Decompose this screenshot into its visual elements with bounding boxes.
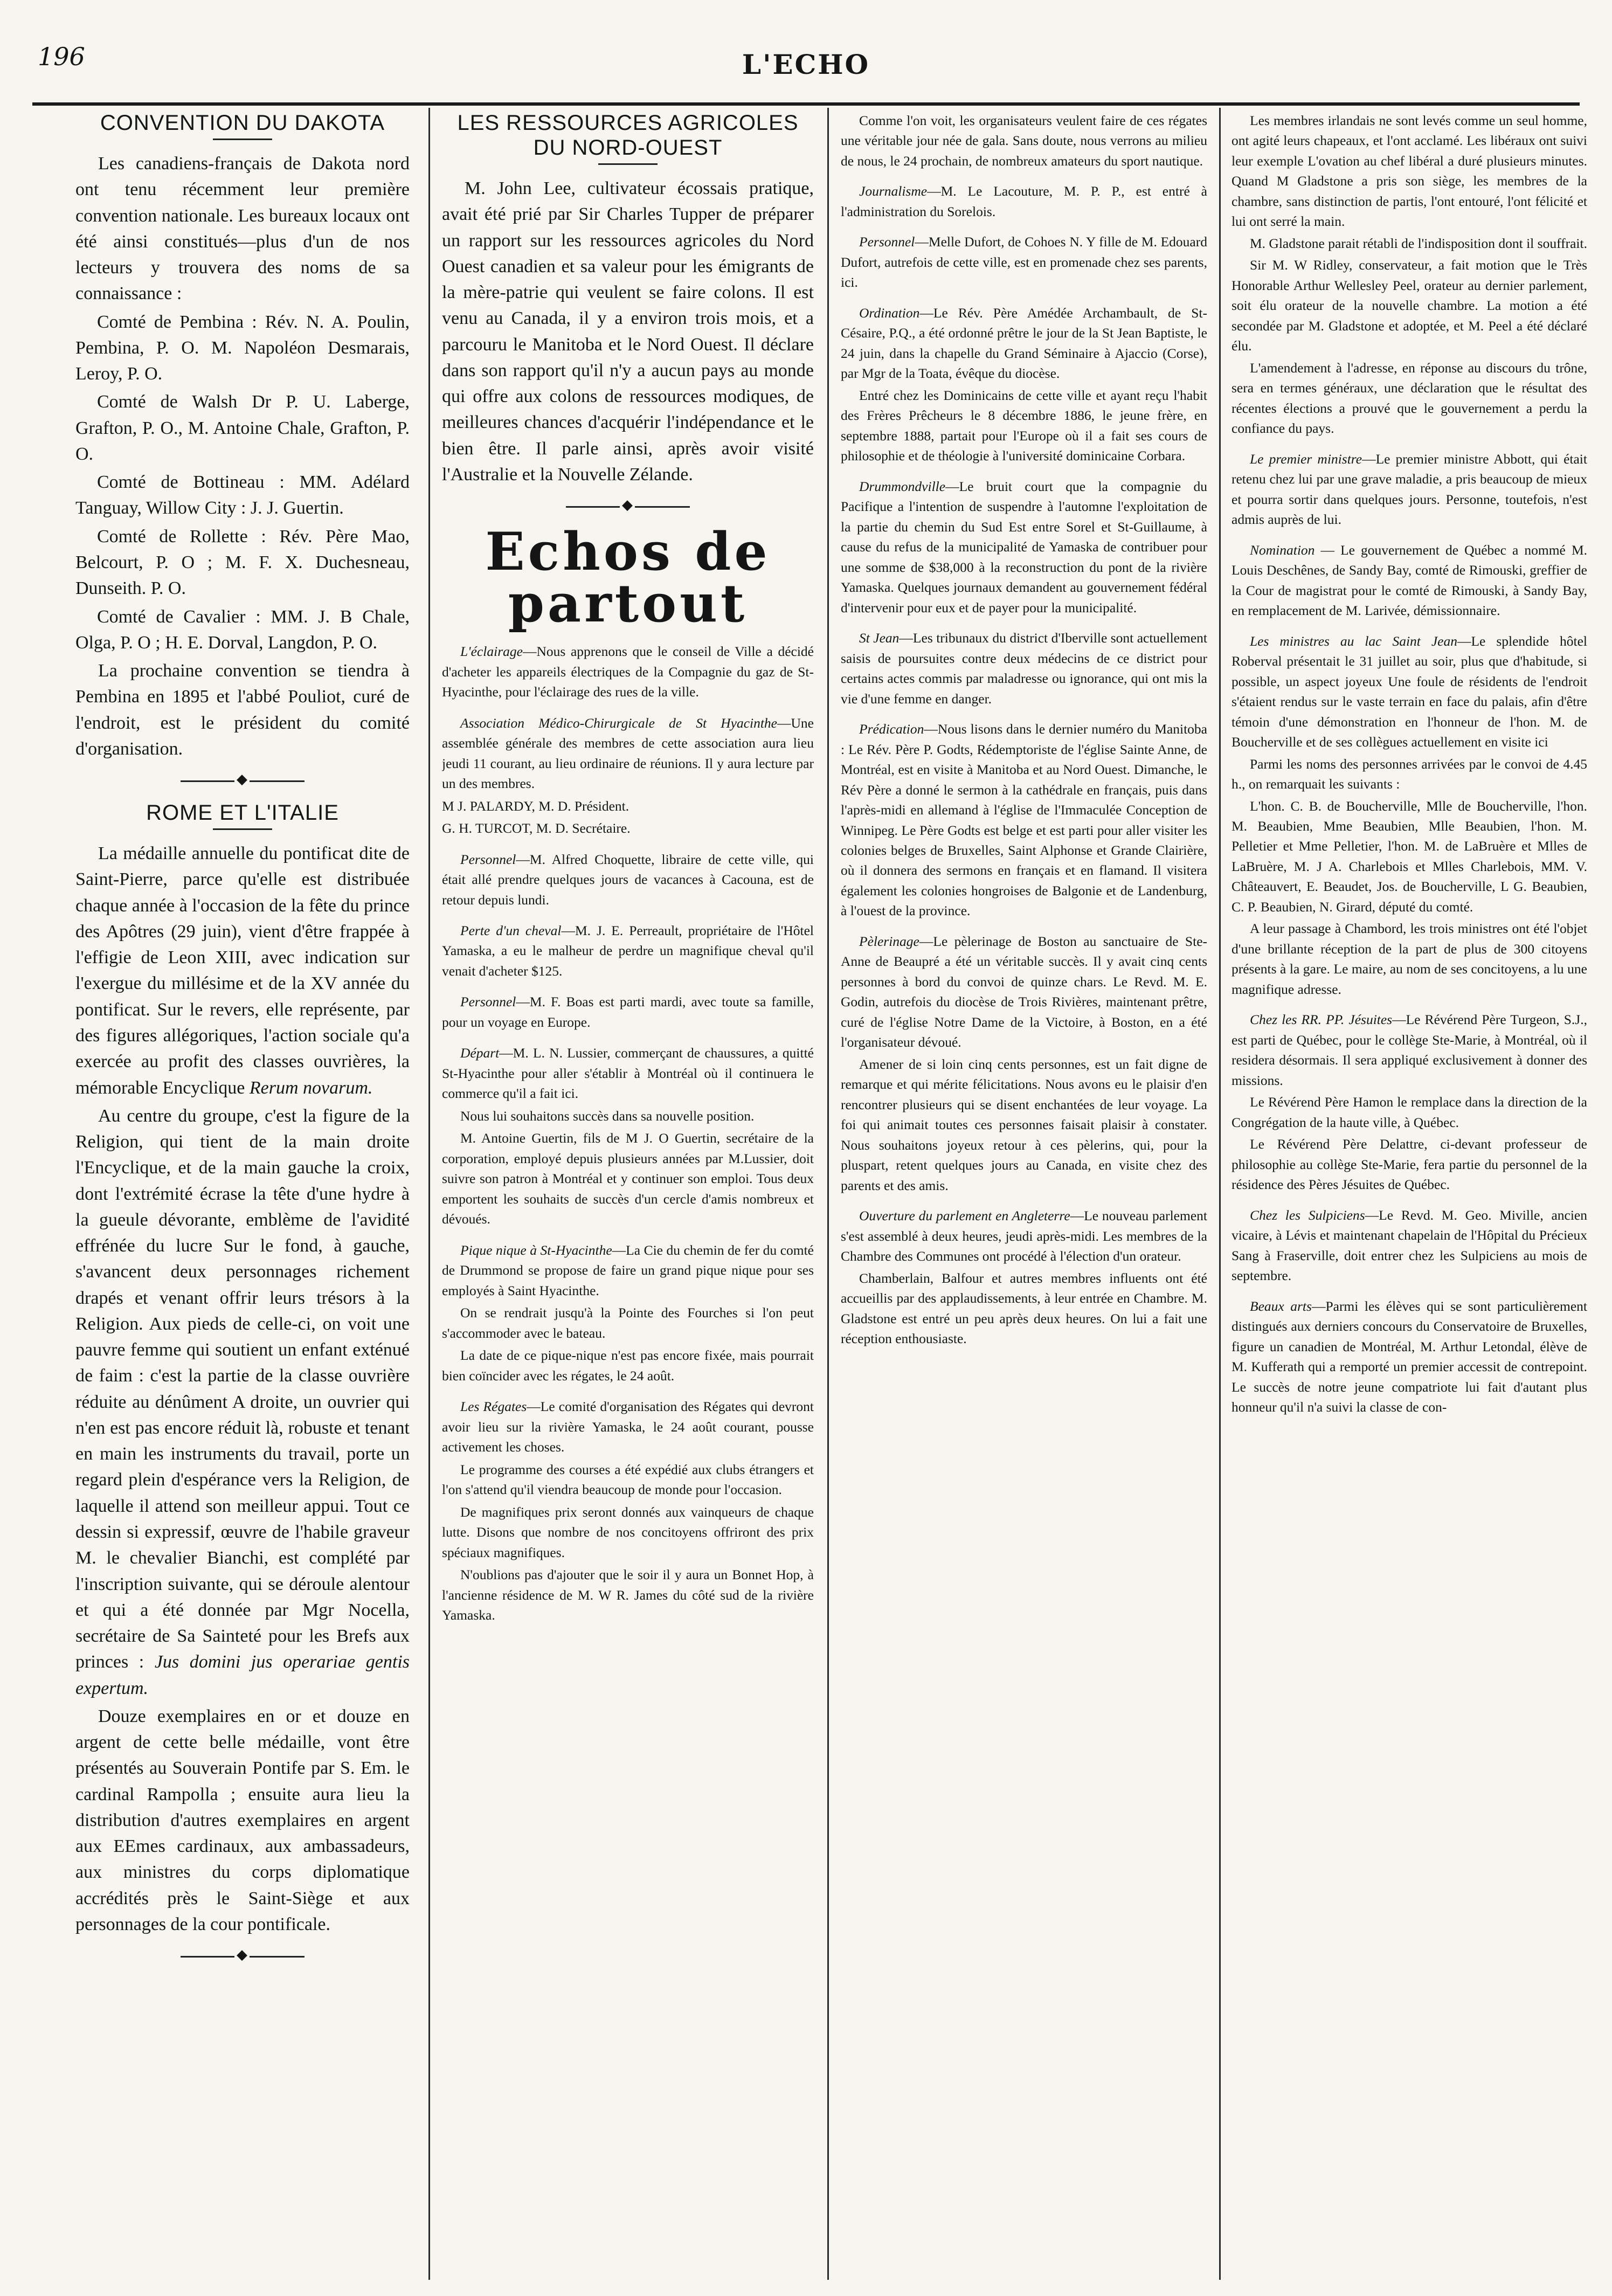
news-item-lead: Journalisme <box>859 183 928 199</box>
news-item-text: —Le Rév. Père Amédée Archambault, de St-Césaire, P.Q., a été ordonné prêtre le jour de la St Jean Baptiste, le 24 juin, dans la chapelle du Grand Séminaire à Ajaccio (Corse), par Mgr de la Toata, évêque du diocèse. <box>841 305 1207 382</box>
news-item: L'amendement à l'adresse, en réponse au discours du trône, sera en termes généraux, une déclaration que le résultat des récentes élections a prouvé que le gouvernement a perdu la confiance du pays. <box>1232 359 1587 437</box>
news-item <box>1232 449 1587 530</box>
news-item-lead: Perte d'un cheval <box>460 923 562 938</box>
news-item-text: —Parmi les élèves qui se sont particulièrement distingués aux derniers concours du Conservatoire de Bruxelles, figure un canadien de Montréal, M. Arthur Letondal, élève de M. Kufferath qui a remporté un premier accessit de contrepoint. Le succès de notre jeune compatriote lui fait d'autant plus honneur qu'il n'a suivi la classe de con- <box>1232 1298 1587 1415</box>
news-item-lead: St Jean <box>859 630 900 646</box>
article-convention-dakota <box>75 110 410 762</box>
news-item-text: —Une assemblée générale des membres de cette association aura lieu jeudi 11 courant, au lieu ordinaire de réunions. Il y aura lecture par un des membres. <box>442 715 814 792</box>
news-item-text: —M. L. N. Lussier, commerçant de chaussures, a quitté St-Hyacinthe pour aller s'établir à Montréal où il continuera le commerce qu'il a fait ici. <box>442 1045 814 1102</box>
news-item: L'hon. C. B. de Boucherville, Mlle de Boucherville, l'hon. M. Beaubien, Mme Beaubien, Mlle Beaubien, l'hon. M. Pelletier et Mme Pelletier, l'hon. M. de LaBruère et Mlles de LaBruère, M. J A. Charlebois et Mlles Charlebois, MM. V. Châteauvert, E. Beaudet, Jos. de Boucherville, L G. Beaubien, C. P. Beaubien, N. Girard, député du comté. <box>1232 798 1587 915</box>
news-item <box>841 181 1207 222</box>
news-item: De magnifiques prix seront donnés aux vainqueurs de chaque lutte. Disons que nombre de nos concitoyens offriront des prix spéciaux magnifiques. <box>442 1504 814 1560</box>
news-item-lead: Personnel <box>859 234 915 250</box>
journal-title: L'ECHO <box>742 49 870 80</box>
column-3 <box>841 110 1207 2274</box>
news-item-text: —Le comité d'organisation des Régates qui devront avoir lieu sur la rivière Yamaska, le 24 août courant, pousse activement les choses. <box>442 1399 814 1455</box>
news-item <box>1232 1296 1587 1417</box>
news-item-lead: Les Régates <box>460 1399 527 1415</box>
news-item-lead: Personnel <box>460 851 516 867</box>
news-item <box>841 476 1207 618</box>
news-item-lead: Nomination <box>1250 542 1315 558</box>
news-item-text: —Les tribunaux du district d'Iberville sont actuellement saisis de poursuites contre deux médecins de ce district pour certains actes commis par maladresse ou ignorance, qui ont mis la vie d'une femme en danger. <box>841 630 1207 707</box>
news-item-text: —Le nouveau parlement s'est assemblé à deux heures, jeudi après-midi. Les membres de la Chambre des Communes ont procédé à l'élection d'un orateur. <box>841 1208 1207 1264</box>
news-item: On se rendrait jusqu'à la Pointe des Fourches si l'on peut s'accommoder avec le bateau. <box>442 1305 814 1341</box>
news-item: La date de ce pique-nique n'est pas encore fixée, mais pourrait bien coïncider avec les régates, le 24 août. <box>442 1347 814 1384</box>
news-item: Nous lui souhaitons succès dans sa nouvelle position. <box>460 1108 755 1124</box>
news-item <box>841 1206 1207 1266</box>
news-item-lead: Personnel <box>460 994 516 1010</box>
column-divider <box>428 108 430 2280</box>
paragraph: Comté de Bottineau : MM. Adélard Tanguay, Willow City : J. J. Guertin. <box>75 472 410 518</box>
section-ornament <box>566 506 690 508</box>
section-ornament <box>181 780 305 782</box>
news-item-text: —M. Alfred Choquette, libraire de cette ville, qui était allé prendre quelques jours de vacances à Cacouna, est de retour depuis lundi. <box>442 851 814 908</box>
column-4 <box>1232 110 1587 2274</box>
column-divider <box>827 108 829 2280</box>
news-item-lead: Association Médico-Chirurgicale de St Hyacinthe <box>460 715 778 731</box>
paragraph: Les canadiens-français de Dakota nord ont tenu récemment leur première convention nationale. Les bureaux locaux ont été ainsi constitués—plus d'un de nos lecteurs y trouvera des noms de sa connaissance : <box>75 154 410 304</box>
italic-text: Rerum novarum. <box>249 1077 373 1098</box>
title-rule <box>213 139 272 140</box>
news-item-text: — Le gouvernement de Québec a nommé M. Louis Deschênes, de Sandy Bay, comté de Rimouski, greffier de la Cour de magistrat pour le comté de Rimouski, à Sandy Bay, en remplacement de M. Larivée, démissionnaire. <box>1232 542 1587 619</box>
title-rule <box>213 828 272 830</box>
news-item-lead: Départ <box>460 1045 500 1061</box>
signature: G. H. TURCOT, M. D. Secrétaire. <box>442 820 631 836</box>
news-item <box>442 992 814 1032</box>
news-item-lead: Pèlerinage <box>859 933 919 949</box>
section-ornament <box>181 1956 305 1958</box>
news-item <box>442 921 814 981</box>
news-item: A leur passage à Chambord, les trois ministres ont été l'objet d'une brillante réception de la part de plus de 300 citoyens présents à la gare. Le maire, au nom de ses concitoyens, a lu une magnifique adresse. <box>1232 921 1587 997</box>
news-item-text: —M. Le Lacouture, M. P. P., est entré à l'administration du Sorelois. <box>841 183 1207 219</box>
news-item-text: —Le bruit court que la compagnie du Pacifique a l'intention de suspendre à l'automne l'exploitation de la partie du chemin du Sud Est entre Sorel et St-Guillaume, à cause du refus de la municipalité de Yamaska de contribuer pour une somme de $38,000 à la reconstruction du pont de la rivière Yamaska. Quelques journaux demandent au gouvernement fédéral d'intervenir pour eux et de payer pour la municipalité. <box>841 478 1207 616</box>
header-rule <box>32 102 1580 106</box>
news-item-text: —M. J. E. Perreault, propriétaire de l'Hôtel Yamaska, a eu le malheur de perdre un magnifique cheval qu'il venait d'acheter $125. <box>442 923 814 979</box>
news-item-lead: Drummondville <box>859 478 946 494</box>
text: La médaille annuelle du pontificat dite de Saint-Pierre, parce qu'elle est distribuée chaque année à l'occasion de la fête du prince des Apôtres (29 juin), vient d'être frappée à l'effigie de Leon XIII, avec indication sur l'exergue du millésime et de la XV année du pontificat. Sur le revers, elle représente, par des figures allégoriques, l'action sociale qu'a exercée au profit des classes ouvrières, la mémorable Encyclique <box>75 843 410 1098</box>
news-item-lead: Pique nique à St-Hyacinthe <box>460 1242 612 1258</box>
news-item-text: —La Cie du chemin de fer du comté de Drummond se propose de faire un grand pique nique pour ses employés à Saint Hyacinthe. <box>442 1242 814 1298</box>
news-item: M. Antoine Guertin, fils de M J. O Guertin, secrétaire de la corporation, employé depuis plusieurs années par M.Lussier, doit suivre son patron à Montréal et y continuer son emploi. Tous deux emportent les souhaits de succès d'un cercle d'amis nombreux et dévoués. <box>442 1130 814 1227</box>
news-item <box>1232 1009 1587 1090</box>
news-item <box>841 628 1207 709</box>
news-item: Le programme des courses a été expédié aux clubs étrangers et l'on s'attend qu'il viendra beaucoup de monde pour l'occasion. <box>442 1461 814 1498</box>
article-title: LES RESSOURCES AGRICOLES DU NORD-OUEST <box>457 111 799 160</box>
news-item <box>1232 631 1587 752</box>
article-title: CONVENTION DU DAKOTA <box>100 111 385 135</box>
paragraph <box>75 841 410 1101</box>
news-item: Amener de si loin cinq cents personnes, est un fait digne de remarque et qui mérite félicitations. Nous avons eu le plaisir d'en rencontrer plusieurs qui se disent enchantées de leur voyage. La foi qui animait toutes ces personnes faisait plaisir à constater. Nous souhaitons joyeux retour à ces pèlerins, qui, pour la pluspart, retent quelques jours au Canada, en visite chez des parents et des amis. <box>841 1056 1207 1193</box>
news-item <box>442 1396 814 1457</box>
column-1 <box>75 110 410 2274</box>
news-item: Le Révérend Père Delattre, ci-devant professeur de philosophie au collège Ste-Marie, fera partie du personnel de la résidence des Pères Jésuites de Québec. <box>1232 1136 1587 1193</box>
news-item-lead: Beaux arts <box>1250 1298 1312 1314</box>
news-item-lead: Chez les Sulpiciens <box>1250 1207 1365 1223</box>
news-item-lead: Les ministres au lac Saint Jean <box>1250 633 1457 649</box>
page-header <box>32 32 1580 102</box>
news-item: Sir M. W Ridley, conservateur, a fait motion que le Très Honorable Arthur Wellesley Peel, orateur au dernier parlement, soit élu orateur de la nouvelle chambre. La motion a été secondée par M. Gladstone et adoptée, et M. Peel a été déclaré élu. <box>1232 257 1587 354</box>
news-item <box>1232 1205 1587 1286</box>
paragraph: Douze exemplaires en or et douze en argent de cette belle médaille, vont être présentés au Souverain Pontife par S. Em. le cardinal Rampolla ; ensuite aura lieu la distribution d'autres exemplaires en argent aux EEmes cardinaux, aux ambassadeurs, aux ministres du corps diplomatique accrédités près le Saint-Siège et aux personnages de la cour pontificale. <box>75 1706 410 1934</box>
news-item: Les membres irlandais ne sont levés comme un seul homme, ont agité leurs chapeaux, et l'ont acclamé. Les libéraux ont suivi leur exemple L'ovation au chef libéral a duré plusieurs minutes. Quand M Gladstone a pris son siège, les membres de la chambre, sans distinction de partis, l'ont entouré, l'ont félicité et lui ont serré la main. <box>1232 113 1587 230</box>
news-item: Le Révérend Père Hamon le remplace dans la direction de la Congrégation de la haute ville, à Québec. <box>1232 1094 1587 1130</box>
news-item <box>442 1043 814 1103</box>
article-ressources-agricoles <box>442 110 814 488</box>
news-item-lead: Prédication <box>859 721 924 737</box>
article-rome-italie <box>75 800 410 1938</box>
news-item <box>841 303 1207 384</box>
news-item <box>442 1240 814 1301</box>
news-item-text: —Le premier ministre Abbott, qui était retenu chez lui par une grave maladie, a pris beaucoup de mieux et pourra sortir dans quelques jours. Personne, toutefois, n'est admis auprès de lui. <box>1232 451 1587 528</box>
column-divider <box>1219 108 1221 2280</box>
news-item: M. Gladstone parait rétabli de l'indisposition dont il souffrait. <box>1250 235 1587 251</box>
news-item <box>841 719 1207 921</box>
article-title: ROME ET L'ITALIE <box>146 801 339 825</box>
title-rule <box>598 163 658 165</box>
news-item <box>442 713 814 794</box>
page-number: 196 <box>38 42 85 71</box>
news-item: Parmi les noms des personnes arrivées par le convoi de 4.45 h., on remarquait les suivants : <box>1232 756 1587 792</box>
paragraph <box>75 1103 410 1702</box>
paragraph: Comté de Rollette : Rév. Père Mao, Belcourt, P. O ; M. F. X. Duchesneau, Dunseith. P. O. <box>75 526 410 599</box>
news-item: Comme l'on voit, les organisateurs veulent faire de ces régates une véritable jour née de gala. Sans doute, nous verrons au milieu de nous, le 24 prochain, de nombreux amateurs du sport nautique. <box>841 113 1207 169</box>
news-item-text: —Nous lisons dans le dernier numéro du Manitoba : Le Rév. Père P. Godts, Rédemptoriste de l'église Sainte Anne, de Montréal, est en visite à Manitoba et au Nord Ouest. Dimanche, le Rév Père a donné le sermon à la cathédrale en français, puis dans l'après-midi en allemand à l'église de l'Immaculée Conception de Winnipeg. Le Père Godts est belge et est parti pour aller visiter les colonies belges de Bruxelles, Saint Alphonse et Grande Clairière, où il donnera des sermons en français et en flamand. Il visitera également les colonies hongroises de Balgonie et de Landenburg, à l'ouest de la province. <box>841 721 1207 919</box>
text: Au centre du groupe, c'est la figure de la Religion, qui tient de la main droite l'Encyclique, et de la main gauche la croix, dont l'extrémité écrase la tête d'une hydre à la gueule dévorante, emblème de l'avidité effrénée du lucre Sur le fond, à gauche, s'avancent deux personnages richement drapés et venant offrir leurs trésors à la Religion. Aux pieds de celle-ci, on voit une pauvre femme qui soutient un enfant exténué de faim : c'est la partie de la classe ouvrière réduite au dénûment A droite, un ouvrier qui n'en est pas encore réduit là, robuste et tenant en main les instruments du travail, porte un regard plein d'espérance vers la Religion, de laquelle il attend son meilleur appui. Tout ce dessin si expressif, œuvre de l'habile graveur M. le chevalier Bianchi, est complété par l'inscription suivante, qui se déroule alentour et qui a été donnée par Mgr Nocella, secrétaire de Sa Sainteté pour les Brefs aux princes : <box>75 1105 410 1672</box>
news-item-text: —Le pèlerinage de Boston au sanctuaire de Ste- Anne de Beaupré a été un véritable succès. Il y avait cinq cents personnes à bord du convoi de quinze chars. Le Revd. M. E. Godin, autrefois du diocèse de Trois Rivières, maintenant prêtre, curé de l'église Notre Dame de la Victoire, à Boston, en a été l'organisateur dévoué. <box>841 933 1207 1050</box>
news-item <box>841 232 1207 292</box>
column-2 <box>442 110 814 2274</box>
news-item-text: —Le Revd. M. Geo. Miville, ancien vicaire, à Lévis et maintenant chapelain de l'Hôpital du Précieux Sang à Fraserville, doit entrer chez les Sulpiciens au mois de septembre. <box>1232 1207 1587 1284</box>
news-item-text: —Melle Dufort, de Cohoes N. Y fille de M. Edouard Dufort, autrefois de cette ville, est en promenade chez ses parents, ici. <box>841 234 1207 291</box>
news-item-lead: Le premier ministre <box>1250 451 1362 467</box>
news-item-text: —Le splendide hôtel Roberval présentait le 31 juillet au soir, plus que d'habitude, si possible, un aspect joyeux Une foule de résidents de l'endroit s'étaient rendus sur le vaste terrain en face du palais, afin d'être témoin d'une démonstration en l'honneur de l'hon. M. de Boucherville et de ses collègues actuellement en visite ici <box>1232 633 1587 750</box>
news-item: Chamberlain, Balfour et autres membres influents ont été accueillis par des applaudissements, à leur entrée en Chambre. M. Gladstone est entré un peu après deux heures. On lui a fait une réception enthousiaste. <box>841 1270 1207 1347</box>
paragraph: La prochaine convention se tiendra à Pembina en 1895 et l'abbé Pouliot, curé de l'endroit, est le président du comité d'organisation. <box>75 661 410 759</box>
paragraph: M. John Lee, cultivateur écossais pratique, avait été prié par Sir Charles Tupper de préparer un rapport sur les ressources agricoles du Nord Ouest canadien et sa valeur pour les émigrants de la mère-patrie qui veulent se faire colons. Il est venu au Canada, il y a environ trois mois, et a parcouru le Manitoba et le Nord Ouest. Il déclare dans son rapport qu'il n'y a aucun pays au monde qui offre aux colons de ressources modiques, de meilleures chances d'acquérir l'indépendance et le bien être. Il parle ainsi, après avoir visité l'Australie et la Nouvelle Zélande. <box>442 178 814 485</box>
news-item-lead: Ouverture du parlement en Angleterre <box>859 1208 1070 1224</box>
news-item: Entré chez les Dominicains de cette ville et ayant reçu l'habit des Frères Prêcheurs le 8 décembre 1886, le jeune frère, en septembre 1888, partait pour l'Europe où il a fait ses cours de philosophie et de théologie à l'université dominicaine Corbara. <box>841 387 1207 464</box>
news-item <box>841 931 1207 1053</box>
section-heading: Echos de partout <box>485 521 771 634</box>
signature: M J. PALARDY, M. D. Président. <box>442 798 629 814</box>
news-items <box>442 641 814 1625</box>
italic-text: Jus domini jus operariae gentis expertum. <box>75 1652 410 1698</box>
news-item-lead: Ordination <box>859 305 920 321</box>
news-item <box>442 849 814 910</box>
news-item-text: —Nous apprenons que le conseil de Ville a décidé d'acheter les appareils électriques de la Compagnie du gaz de St-Hyacinthe, pour l'éclairage des rues de la ville. <box>442 644 814 700</box>
news-item-text: —M. F. Boas est parti mardi, avec toute sa famille, pour un voyage en Europe. <box>442 994 814 1030</box>
paragraph: Comté de Walsh Dr P. U. Laberge, Grafton, P. O., M. Antoine Chale, Grafton, P. O. <box>75 392 410 464</box>
news-item-text: —Le Révérend Père Turgeon, S.J., est parti de Québec, pour le collège Ste-Marie, à Montréal, où il residera désormais. Il sera appliqué exclusivement à donner des missions. <box>1232 1012 1587 1088</box>
news-item-lead: L'éclairage <box>460 644 523 660</box>
news-item <box>1232 540 1587 621</box>
news-item <box>442 641 814 702</box>
news-item: N'oublions pas d'ajouter que le soir il y aura un Bonnet Hop, à l'ancienne résidence de M. W R. James du côté sud de la rivière Yamaska. <box>442 1567 814 1623</box>
news-item-lead: Chez les RR. PP. Jésuites <box>1250 1012 1393 1028</box>
paragraph: Comté de Pembina : Rév. N. A. Poulin, Pembina, P. O. M. Napoléon Desmarais, Leroy, P. O. <box>75 312 410 384</box>
paragraph: Comté de Cavalier : MM. J. B Chale, Olga, P. O ; H. E. Dorval, Langdon, P. O. <box>75 606 410 653</box>
